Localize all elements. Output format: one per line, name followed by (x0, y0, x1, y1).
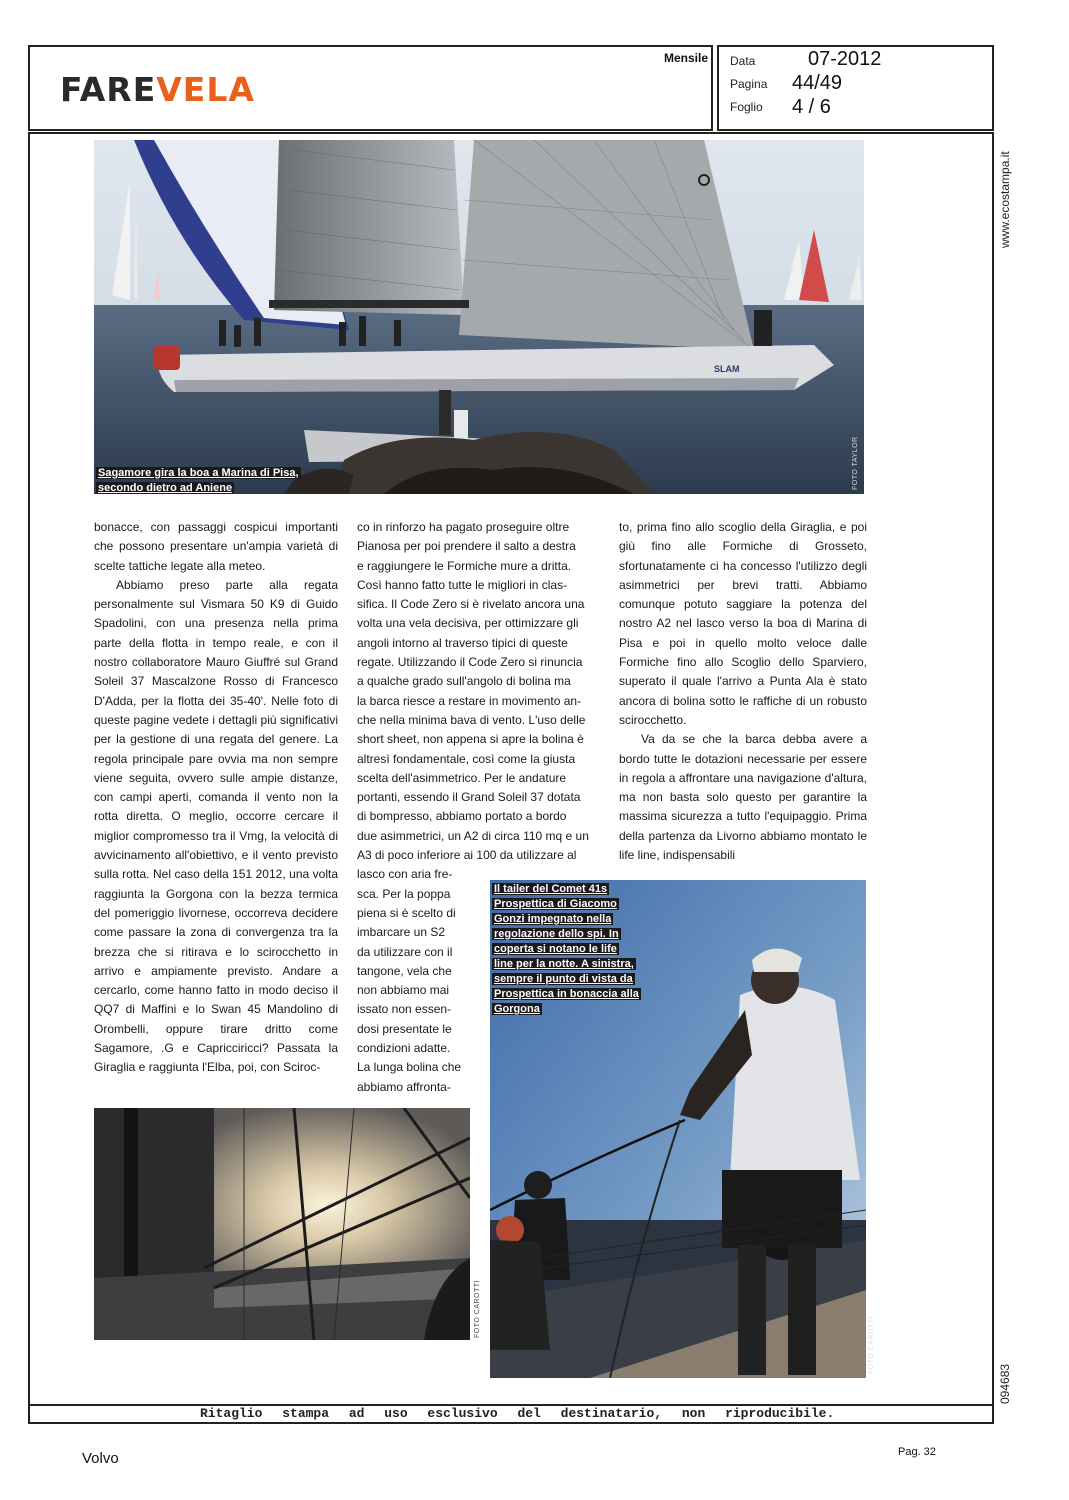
line: di bompresso, abbiamo portato a bordo (357, 809, 567, 824)
line: sifica. Il Code Zero si è rivelato ancora una (357, 597, 585, 612)
line: short sheet, non appena si apre la bolina è (357, 732, 584, 747)
photo-sunset-art (94, 1108, 470, 1340)
caption-line: regolazione dello spi. In (494, 928, 619, 940)
caption-line: Sagamore gira la boa a Marina di Pisa, (98, 467, 299, 479)
sheet-value: 4 / 6 (792, 96, 831, 118)
line: due asimmetrici, un A2 di circa 110 mq e un (357, 828, 589, 843)
line: La lunga bolina che (357, 1060, 462, 1075)
line: altresì fondamentale, così come la giusta (357, 751, 576, 766)
line: tangone, vela che (357, 963, 452, 978)
paragraph: bonacce, con passaggi cospicui importanti che possono presentare un'ampia varietà di scelte tattiche legate alla meteo. (94, 520, 338, 573)
photo-sunset-credit: FOTO CAROTTI (474, 1280, 481, 1338)
line: che nella minima bava di vento. L'uso delle (357, 712, 586, 727)
line: condizioni adatte. (357, 1041, 451, 1056)
caption-line: Il tailer del Comet 41s (494, 883, 608, 895)
frequency-label: Mensile (664, 51, 709, 65)
magazine-logo (60, 70, 255, 109)
line: imbarcare un S2 (357, 925, 446, 940)
caption-line: secondo dietro ad Aniene (98, 482, 233, 494)
photo-sagamore-caption (96, 466, 301, 494)
logo-part-fare: FARE (60, 70, 157, 109)
article-column-3 (619, 518, 867, 865)
line: e raggiungere le Formiche mure a dritta. (357, 558, 572, 573)
line: regate. Utilizzando il Code Zero si rinuncia (357, 655, 583, 670)
advertiser-name: Volvo (82, 1450, 119, 1467)
line: piena si è scelto di (357, 905, 456, 920)
photo-gorgona-sunset (94, 1108, 470, 1340)
line: sca. Per la poppa (357, 886, 451, 901)
date-label: Data (730, 54, 756, 68)
caption-line: Prospettica in bonaccia alla (494, 988, 639, 1000)
footer-notice: Ritaglio stampa ad uso esclusivo del destinatario, non riproducibile. (200, 1406, 835, 1421)
line: Pianosa per poi prendere il salto a destra (357, 539, 576, 554)
caption-line: sempre il punto di vista da (494, 973, 633, 985)
caption-line: coperta si notano le life (494, 943, 617, 955)
page-label: Pagina (730, 77, 768, 91)
line: portanti, essendo il Grand Soleil 37 dotata (357, 790, 581, 805)
archive-code: 094683 (998, 1363, 1012, 1404)
line: angoli intorno al traverso tipici di queste (357, 635, 568, 650)
line: scelta dell'asimmetrico. Per le andature (357, 770, 567, 785)
caption-line: Gonzi impegnato nella (494, 913, 612, 925)
page-number: Pag. 32 (898, 1446, 936, 1458)
line: Così hanno fatto tutte le migliori in clas- (357, 577, 568, 592)
line: la barca riesce a restare in movimento an- (357, 693, 582, 708)
page-value: 44/49 (792, 72, 843, 94)
line: non abbiamo mai (357, 983, 450, 998)
photo-sagamore (94, 140, 864, 494)
photo-trimmer-credit: FOTO CAROTTI (868, 1316, 875, 1374)
line: volta una vela decisiva, per ottimizzare gli (357, 616, 579, 631)
photo-sagamore-credit: FOTO TAYLOR (852, 436, 859, 490)
line: dosi presentate le (357, 1021, 452, 1036)
paragraph: to, prima fino allo scoglio della Giraglia, e poi giù fino alle Formiche di Grosseto, sfortunatamente ci ha concesso l'utilizzo degli asimmetrici per brevi tratti. Abbiamo comunque potuto saggiare la potenza del nostro A2 nel lasco verso la boa di Marina di Pisa e poi in quello molto veloce dalle Formiche fino allo Scoglio dello Sparviero, superato il quale l'arrivo a Punta Ala è stato ancora di bolina sotto le raffiche di un robusto scirocchetto. (619, 520, 867, 727)
caption-line: line per la notte. A sinistra, (494, 958, 634, 970)
photo-trimmer (490, 880, 866, 1378)
photo-trimmer-caption (492, 882, 692, 1017)
line: da utilizzare con il (357, 944, 453, 959)
article-column-1 (94, 518, 338, 1078)
caption-line: Prospettica di Giacomo (494, 898, 617, 910)
line: co in rinforzo ha pagato proseguire oltre (357, 520, 570, 534)
logo-part-vela: VELA (156, 70, 255, 109)
caption-line: Gorgona (494, 1003, 540, 1015)
photo-sagamore-art (94, 140, 864, 494)
line: lasco con aria fre- (357, 867, 453, 882)
sheet-label: Foglio (730, 100, 763, 114)
line: abbiamo affronta- (357, 1079, 451, 1094)
date-value: 07-2012 (808, 48, 882, 70)
paragraph: Va da se che la barca debba avere a bordo tutte le dotazioni necessarie per essere in regola a affrontare una navigazione d'altura, ma non basta solo questo per garantire la massima sicurezza a tutto l'equipaggio. Prima della partenza da Livorno abbiamo montato le life line, indispensabili (619, 732, 867, 863)
line: a qualche grado sull'angolo di bolina ma (357, 674, 571, 689)
paragraph: Abbiamo preso parte alla regata personalmente sul Vismara 50 K9 di Guido Spadolini, con una presenza nella prima parte della flotta in tempo reale, e con il nostro collaboratore Mauro Giuffré sul Grand Soleil 37 Mascalzone Rosso di Francesco D'Adda, per la flotta dei 35-40'. Nelle foto di queste pagine vedete i dettagli più significativi per la gestione di una regata del genere. La regola principale pare ovvia ma non sempre viene seguita, ovvero sulle ampie distanze, con campi aperti, comanda il vento non la rotta diretta. O meglio, occorre cercare il miglior compromesso tra il Vmg, la velocità di avvicinamento all'obiettivo, e il vento previsto sulla rotta. Nel caso della 151 2012, una volta raggiunta la Gorgona con la bezza termica del pomeriggio livornese, occorreva decidere come passare la zona di convergenza tra la brezza che si ritirava e lo scirocchetto in arrivo e ampiamente previsto. Andare a cercarlo, come hanno fatto in modo deciso il QQ7 di Maffini e lo Swan 45 Mandolino di Orombelli, oppure tirare dritto come Sagamore, .G e Capricciricci? Passata la Giraglia e raggiunta l'Elba, poi, con Sciroc- (94, 577, 338, 1075)
hull-text: SLAM (714, 364, 740, 374)
line: issato non essen- (357, 1002, 452, 1017)
line: A3 di poco inferiore ai 100 da utilizzare al (357, 848, 577, 863)
website-url: www.ecostampa.it (998, 151, 1012, 248)
